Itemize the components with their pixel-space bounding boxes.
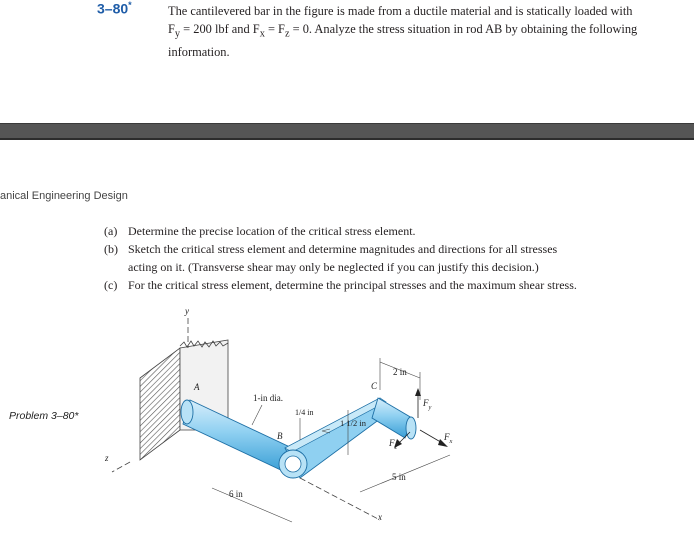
- problem-number: 3–80*: [97, 0, 132, 17]
- dim-five: 5 in: [392, 472, 406, 482]
- z-axis-label: z: [105, 453, 109, 463]
- force-fz-label: $F_z$: [389, 438, 398, 451]
- force-fx-label: $F_x$: [444, 432, 453, 445]
- b-end-boss-inner: [285, 456, 301, 472]
- y-axis-label: y: [185, 306, 189, 316]
- statement-line: The cantilevered bar in the figure is made from a ductile material and is statically loaded with: [168, 4, 633, 18]
- rod-ab-root: [181, 400, 193, 424]
- point-a-label: A: [194, 382, 200, 392]
- dim-diameter-leader: [252, 405, 262, 425]
- part-b: (b) Sketch the critical stress element and determine magnitudes and directions for all stresses: [104, 242, 558, 256]
- x-axis-label: x: [378, 512, 382, 522]
- running-head: anical Engineering Design: [0, 190, 128, 202]
- dim-diameter: 1-in dia.: [253, 393, 283, 403]
- part-b-continued: acting on it. (Transverse shear may only be neglected if you can justify this decision.): [128, 260, 539, 274]
- x-axis: [300, 478, 380, 520]
- statement-line: information.: [168, 45, 230, 60]
- point-b-label: B: [277, 431, 283, 441]
- statement-line: $F_y = 200$ lbf and $F_x = F_z = 0$. Analyze the stress situation in rod AB by obtaining the following: [168, 22, 638, 40]
- dim-six: 6 in: [229, 489, 243, 499]
- wall-side: [140, 348, 180, 460]
- z-axis: [112, 462, 130, 472]
- force-fy-label: $F_y$: [423, 398, 432, 411]
- dim-one-half: 1 1/2 in: [340, 418, 366, 428]
- shaft-c-end: [406, 417, 416, 439]
- part-a: (a) Determine the precise location of the critical stress element.: [104, 224, 416, 238]
- dim-quarter: 1/4 in: [295, 408, 314, 417]
- dim-six-line: [212, 488, 292, 522]
- rod-ab: [183, 400, 292, 472]
- part-c: (c) For the critical stress element, determine the principal stresses and the maximum shear stress.: [104, 278, 577, 292]
- point-c-label: C: [371, 381, 378, 391]
- dim-two: 2 in: [393, 367, 407, 377]
- figure-label: Problem 3–80*: [9, 410, 79, 422]
